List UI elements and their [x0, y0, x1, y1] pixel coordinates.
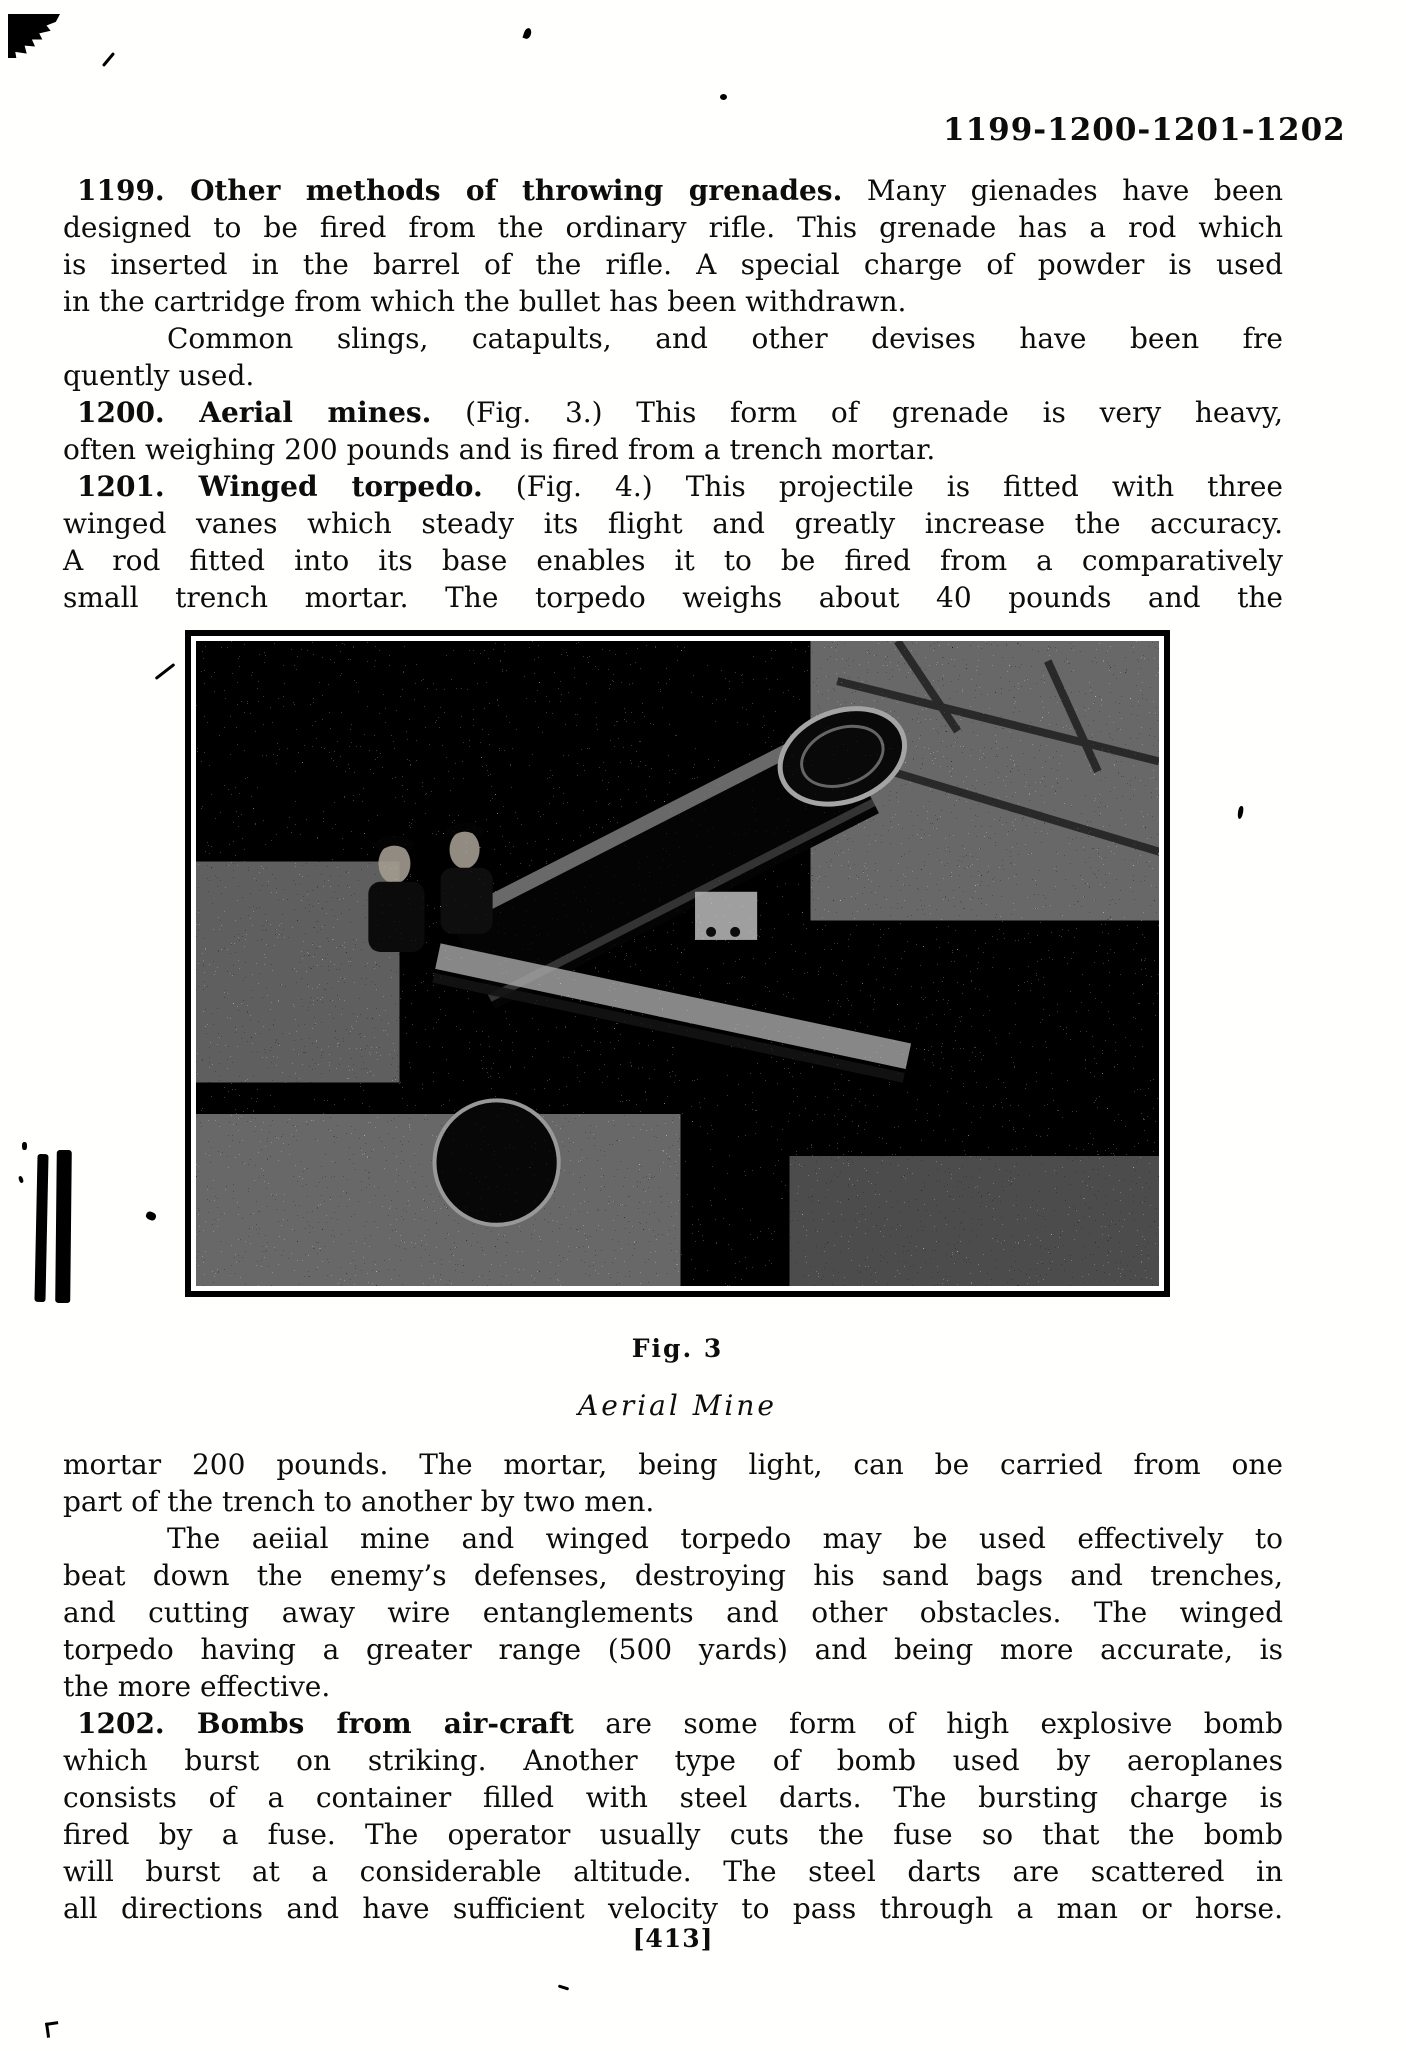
text-line: quently used.	[63, 359, 255, 392]
text-line: 1200. Aerial mines. (Fig. 3.) This form of grenade is very heavy,	[77, 396, 1283, 429]
text-line: small trench mortar. The torpedo weighs about 40 pounds and the	[63, 581, 1283, 614]
text-line: A rod fitted into its base enables it to be fired from a comparatively	[63, 544, 1283, 577]
paragraph-aerial-mine-use	[63, 1520, 1283, 1705]
text-block-above-figure	[63, 172, 1283, 616]
figure-aerial-mine	[185, 630, 1170, 1297]
scan-comma-speck	[522, 27, 532, 40]
text-line: and cutting away wire entanglements and other obstacles. The winged	[63, 1596, 1283, 1629]
scan-dot-speck	[720, 94, 727, 100]
page-header-section-numbers: 1199-1200-1201-1202	[943, 112, 1346, 148]
paragraph-1199	[63, 172, 1283, 320]
text-line: in the cartridge from which the bullet has been withdrawn.	[63, 285, 907, 318]
text-line: consists of a container filled with steel darts. The bursting charge is	[63, 1781, 1283, 1814]
paragraph-1202	[63, 1705, 1283, 1927]
paragraph-1201	[63, 468, 1283, 616]
text-line: fired by a fuse. The operator usually cuts the fuse so that the bomb	[63, 1818, 1283, 1851]
text-line: is inserted in the barrel of the rifle. A special charge of powder is used	[63, 248, 1283, 281]
text-line: beat down the enemy’s defenses, destroying his sand bags and trenches,	[63, 1559, 1283, 1592]
text-line: mortar 200 pounds. The mortar, being light, can be carried from one	[63, 1448, 1283, 1481]
text-line: often weighing 200 pounds and is fired from a trench mortar.	[63, 433, 936, 466]
text-line: part of the trench to another by two men.	[63, 1485, 655, 1518]
page-number: [413]	[632, 1924, 714, 1953]
text-line: 1201. Winged torpedo. (Fig. 4.) This projectile is fitted with three	[77, 470, 1283, 503]
text-line: Common slings, catapults, and other devises have been fre	[167, 322, 1283, 355]
text-line: which burst on striking. Another type of bomb used by aeroplanes	[63, 1744, 1283, 1777]
text-line: The aeiial mine and winged torpedo may be used effectively to	[167, 1522, 1283, 1555]
scan-corner-smudge	[8, 14, 60, 58]
text-line: 1202. Bombs from air-craft are some form of high explosive bomb	[77, 1707, 1284, 1740]
text-line: all directions and have sufficient velocity to pass through a man or horse.	[63, 1892, 1283, 1925]
text-line: designed to be fired from the ordinary rifle. This grenade has a rod which	[63, 211, 1283, 244]
paragraph-mortar-weight	[63, 1446, 1283, 1520]
paragraph-1199-slings	[63, 320, 1283, 394]
figure-subcaption: Aerial Mine	[578, 1389, 777, 1422]
scan-speck	[18, 1176, 24, 1184]
text-line: torpedo having a greater range (500 yards) and being more accurate, is	[63, 1633, 1283, 1666]
paragraph-1200	[63, 394, 1283, 468]
figure-caption: Fig. 3	[631, 1334, 724, 1363]
scan-speck	[22, 1142, 27, 1150]
text-line: will burst at a considerable altitude. The steel darts are scattered in	[63, 1855, 1283, 1888]
scan-speck	[558, 1984, 569, 1990]
binding-mark	[55, 1150, 72, 1303]
text-column	[63, 172, 1283, 1927]
binding-mark	[34, 1154, 48, 1302]
text-line: the more effective.	[63, 1670, 331, 1703]
scan-corner-mark	[45, 2021, 60, 2038]
text-block-below-figure	[63, 1446, 1283, 1927]
text-line: 1199. Other methods of throwing grenades. Many gienades have been	[77, 174, 1283, 207]
text-line: winged vanes which steady its flight and greatly increase the accuracy.	[63, 507, 1283, 540]
scan-slash-mark	[102, 52, 115, 67]
aerial-mine-photo	[196, 641, 1159, 1286]
